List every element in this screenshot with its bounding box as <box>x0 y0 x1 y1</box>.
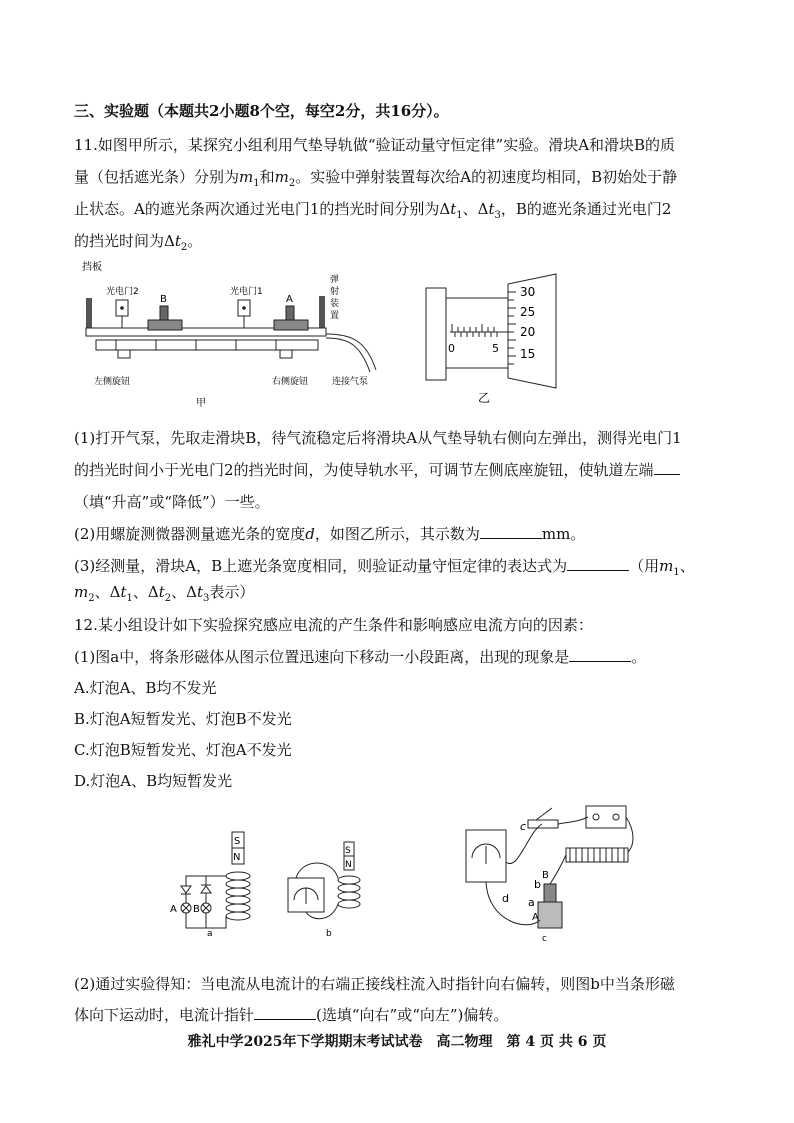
launcher-label-1: 弹 <box>330 275 340 285</box>
section-title: 三、实验题（本题共2小题8个空，每空2分，共16分）。 <box>74 102 449 120</box>
answer-blank-5[interactable] <box>254 1005 316 1020</box>
q11-part1-line2: 的挡光时间小于光电门2的挡光时间，为使导轨水平，可调节左侧底座旋钮，使轨道左端 <box>74 460 680 480</box>
magnet-b-n: N <box>345 860 352 870</box>
q11-intro-line3: 止状态。A的遮光条两次通过光电门1的挡光时间分别为$\Delta t_1$、$\Delta t_3$，B的遮光条通过光电门2 <box>74 200 672 221</box>
air-track-figure <box>76 260 406 410</box>
switch <box>528 820 558 828</box>
baffle-label: 挡板 <box>82 262 102 273</box>
pump-label: 连接气泵 <box>332 377 369 387</box>
label-d: d <box>502 892 509 905</box>
coil-big <box>538 902 562 928</box>
thimble-15: 15 <box>520 347 536 361</box>
left-knob-label: 左侧旋钮 <box>94 377 131 387</box>
label-c: c <box>520 820 527 833</box>
q12-part2-line1: (2)通过实验得知：当电流从电流计的右端正接线柱流入时指针向右偏转，则图b中当条形磁 <box>74 975 675 993</box>
micrometer-frame <box>426 288 446 380</box>
coil-small <box>544 884 556 902</box>
figure-c-apparatus <box>458 802 643 944</box>
thimble-30: 30 <box>520 285 536 299</box>
photogate-1-label: 光电门1 <box>230 287 263 297</box>
magnet-a-n: N <box>233 852 241 863</box>
track-base <box>96 340 318 350</box>
option-c: C.灯泡B短暂发光、灯泡A不发光 <box>74 741 292 759</box>
option-d: D.灯泡A、B均短暂发光 <box>74 772 233 790</box>
launcher-label-2: 射 <box>330 287 340 297</box>
figure-c-caption: c <box>542 934 547 944</box>
figure-b-caption: b <box>326 929 332 938</box>
figure-b-circuit <box>282 838 372 938</box>
q11-part3-line2: $m_2$、$\Delta t_1$、$\Delta t_2$、$\Delta t_3$表示） <box>74 583 255 604</box>
label-a: a <box>528 896 535 909</box>
main-scale-0: 0 <box>448 342 455 355</box>
right-knob <box>280 350 292 358</box>
answer-blank-1[interactable] <box>654 460 680 475</box>
label-coil-b: B <box>542 870 549 881</box>
magnet-a-s: S <box>234 836 241 847</box>
answer-blank-2[interactable] <box>480 524 542 539</box>
micrometer-figure <box>420 268 570 408</box>
page-footer: 雅礼中学2025年下学期期末考试试卷 高二物理 第 4 页 共 6 页 <box>187 1034 607 1050</box>
figure-yi-caption: 乙 <box>478 391 491 405</box>
figure-jia-caption: 甲 <box>196 398 206 409</box>
left-baffle <box>86 298 92 328</box>
q11-part1-line1: (1)打开气泵，先取走滑块B，待气流稳定后将滑块A从气垫导轨右侧向左弹出，测得光电门1 <box>74 429 682 447</box>
q11-intro-line2: 量（包括遮光条）分别为$m_1$和$m_2$。实验中弹射装置每次给A的初速度均相同，B初始处于静 <box>74 168 678 189</box>
q11-part3-line1: (3)经测量，滑块A，B上遮光条宽度相同，则验证动量守恒定律的表达式为 （用$m_1$、 <box>74 557 695 578</box>
magnet-b-s: S <box>345 846 351 856</box>
pump-hose <box>326 334 376 370</box>
q11-intro-line4: 的挡光时间为$\Delta t_2$。 <box>74 232 203 253</box>
figure-a-caption: a <box>207 929 213 938</box>
q11-intro-line1: 11.如图甲所示，某探究小组利用气垫导轨做“验证动量守恒定律”实验。滑块A和滑块B的质 <box>74 136 676 154</box>
slider-a <box>274 320 308 330</box>
right-baffle <box>319 296 325 328</box>
slider-b-label: B <box>160 294 167 305</box>
photogate-2-label: 光电门2 <box>106 287 139 297</box>
q11-part1-line3: （填“升高”或“降低”）一些。 <box>74 493 270 511</box>
label-coil-a: A <box>532 912 539 923</box>
q12-part2-line2: 体向下运动时，电流计指针 (选填“向右”或“向左”)偏转。 <box>74 1006 509 1024</box>
thimble-20: 20 <box>520 325 536 339</box>
q12-intro: 12.某小组设计如下实验探究感应电流的产生条件和影响感应电流方向的因素： <box>74 616 593 634</box>
rheostat <box>566 848 628 862</box>
launcher-label-3: 装 <box>330 299 340 309</box>
thimble-25: 25 <box>520 305 536 319</box>
answer-blank-4[interactable] <box>569 647 631 662</box>
slider-a-label: A <box>286 294 293 305</box>
left-knob <box>118 350 130 358</box>
figure-a-circuit <box>160 828 265 938</box>
answer-blank-3[interactable] <box>567 556 629 571</box>
slider-b <box>148 320 182 330</box>
option-b: B.灯泡A短暂发光、灯泡B不发光 <box>74 710 292 728</box>
right-knob-label: 右侧旋钮 <box>272 377 309 387</box>
q12-part1: (1)图a中，将条形磁体从图示位置迅速向下移动一小段距离，出现的现象是 。 <box>74 648 647 666</box>
battery <box>586 806 626 828</box>
main-scale-5: 5 <box>492 342 499 355</box>
label-b: b <box>534 878 541 891</box>
lamp-a-label: A <box>170 904 177 915</box>
launcher-label-4: 置 <box>330 311 340 321</box>
lamp-b-label: B <box>193 904 200 915</box>
option-a: A.灯泡A、B均不发光 <box>74 679 217 697</box>
q11-part2: (2)用螺旋测微器测量遮光条的宽度d，如图乙所示，其示数为 mm。 <box>74 525 586 543</box>
